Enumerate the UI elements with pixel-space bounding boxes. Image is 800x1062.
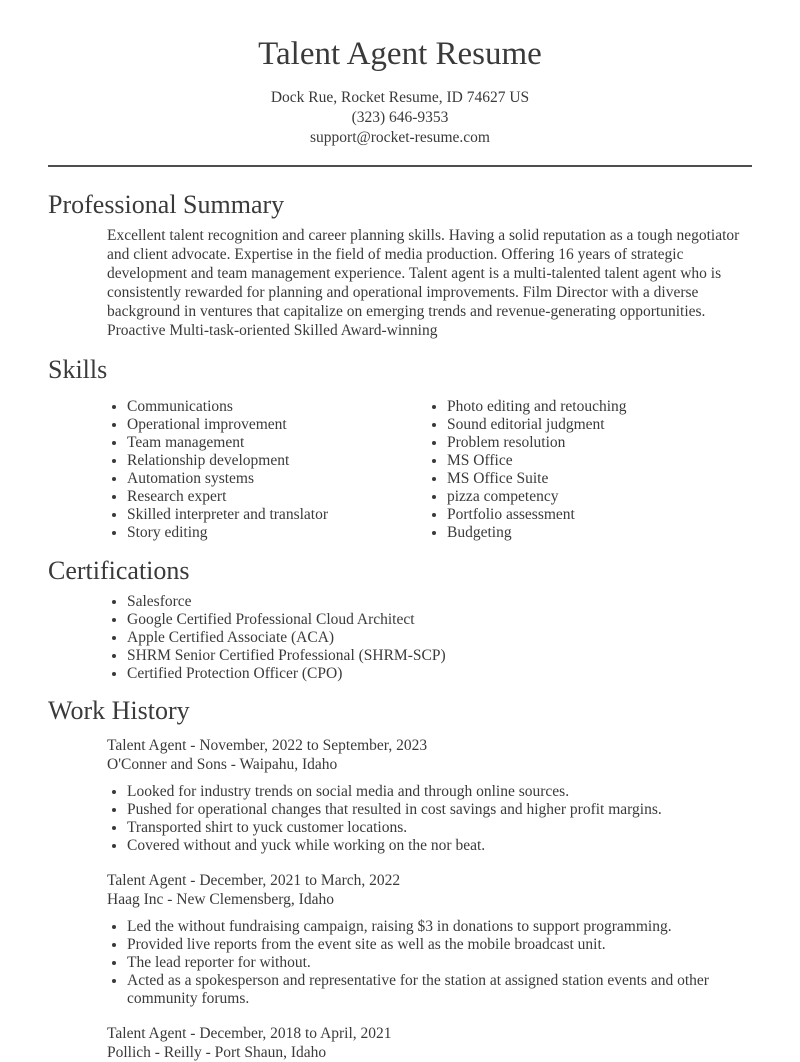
skill-item: • Team management [127, 434, 400, 452]
skills-columns [48, 392, 752, 541]
skill-item: • Story editing [127, 524, 400, 542]
certifications-list [48, 593, 752, 682]
skill-item: • Communications [127, 398, 400, 416]
header-divider [48, 165, 752, 167]
job-duties-list-2 [48, 918, 748, 1007]
professional-summary-heading: Professional Summary [48, 189, 285, 219]
work-history-heading: Work History [48, 696, 190, 726]
skill-item: • Relationship development [127, 452, 400, 470]
job-head-2 [107, 871, 752, 909]
page-title: Talent Agent Resume [258, 36, 542, 72]
job-duty-item: • Provided live reports from the event site as well as the mobile broadcast unit. [127, 936, 748, 954]
job-company-location: Pollich - Reilly - Port Shaun, Idaho [107, 1044, 327, 1062]
certification-item: • Google Certified Professional Cloud Architect [127, 611, 752, 629]
job-duty-item: • Transported shirt to yuck customer locations. [127, 819, 748, 837]
certification-item: • Apple Certified Associate (ACA) [127, 629, 752, 647]
job-head-3 [107, 1024, 752, 1062]
job-duty-item: • Acted as a spokesperson and representative for the station at assigned station events and other community forums. [127, 972, 748, 1008]
skill-item: • Skilled interpreter and translator [127, 506, 400, 524]
job-title-dates: Talent Agent - November, 2022 to September, 2023 [107, 736, 428, 754]
certification-item: • Salesforce [127, 593, 752, 611]
skill-item: • Sound editorial judgment [447, 416, 752, 434]
job-duty-item: • Led the without fundraising campaign, raising $3 in donations to support programming. [127, 918, 748, 936]
contact-phone: (323) 646-9353 [351, 108, 449, 126]
skill-item: • Operational improvement [127, 416, 400, 434]
skill-item: • Problem resolution [447, 434, 752, 452]
job-title-dates: Talent Agent - December, 2021 to March, 2022 [107, 871, 401, 889]
job-duties-list-1 [48, 783, 748, 855]
professional-summary-text: Excellent talent recognition and career planning skills. Having a solid reputation as a tough negotiator and client advocate. Expertise in the field of media production. Offering 16 years of strategic development and team management experience. Talent agent is a multi-talented talent agent who is consistently rewarded for planning and operational improvements. Film Director with a diverse background in ventures that capitalize on emerging trends and revenue-generating opportunities. Proactive Multi-task-oriented Skilled Award-winning [107, 227, 740, 339]
resume-header [48, 36, 752, 148]
skill-item: • Automation systems [127, 470, 400, 488]
skills-list-left [48, 398, 400, 541]
skill-item: • Photo editing and retouching [447, 398, 752, 416]
job-company-location: Haag Inc - New Clemensberg, Idaho [107, 891, 334, 909]
job-entry-2 [48, 871, 752, 1008]
skill-item: • pizza competency [447, 488, 752, 506]
job-entry-1 [48, 736, 752, 855]
job-head-1 [107, 736, 752, 774]
skill-item: • Portfolio assessment [447, 506, 752, 524]
job-company-location: O'Conner and Sons - Waipahu, Idaho [107, 756, 338, 774]
skills-heading: Skills [48, 354, 108, 384]
job-duty-item: • Covered without and yuck while working on the nor beat. [127, 837, 748, 855]
section-professional-summary [48, 189, 752, 341]
section-skills [48, 354, 752, 542]
skill-item: • MS Office [447, 452, 752, 470]
section-work-history [48, 695, 752, 1062]
certification-item: • Certified Protection Officer (CPO) [127, 665, 752, 683]
skill-item: • MS Office Suite [447, 470, 752, 488]
job-duty-item: • Pushed for operational changes that resulted in cost savings and higher profit margins. [127, 801, 748, 819]
job-duty-item: • Looked for industry trends on social media and through online sources. [127, 783, 748, 801]
skill-item: • Research expert [127, 488, 400, 506]
skills-list-right [400, 398, 752, 541]
job-title-dates: Talent Agent - December, 2018 to April, 2021 [107, 1024, 392, 1042]
job-duty-item: • The lead reporter for without. [127, 954, 748, 972]
section-certifications [48, 555, 752, 683]
skill-item: • Budgeting [447, 524, 752, 542]
certifications-heading: Certifications [48, 555, 190, 585]
contact-email: support@rocket-resume.com [310, 128, 490, 146]
contact-address: Dock Rue, Rocket Resume, ID 74627 US [270, 88, 530, 106]
job-entry-3 [48, 1024, 752, 1062]
certification-item: • SHRM Senior Certified Professional (SHRM-SCP) [127, 647, 752, 665]
